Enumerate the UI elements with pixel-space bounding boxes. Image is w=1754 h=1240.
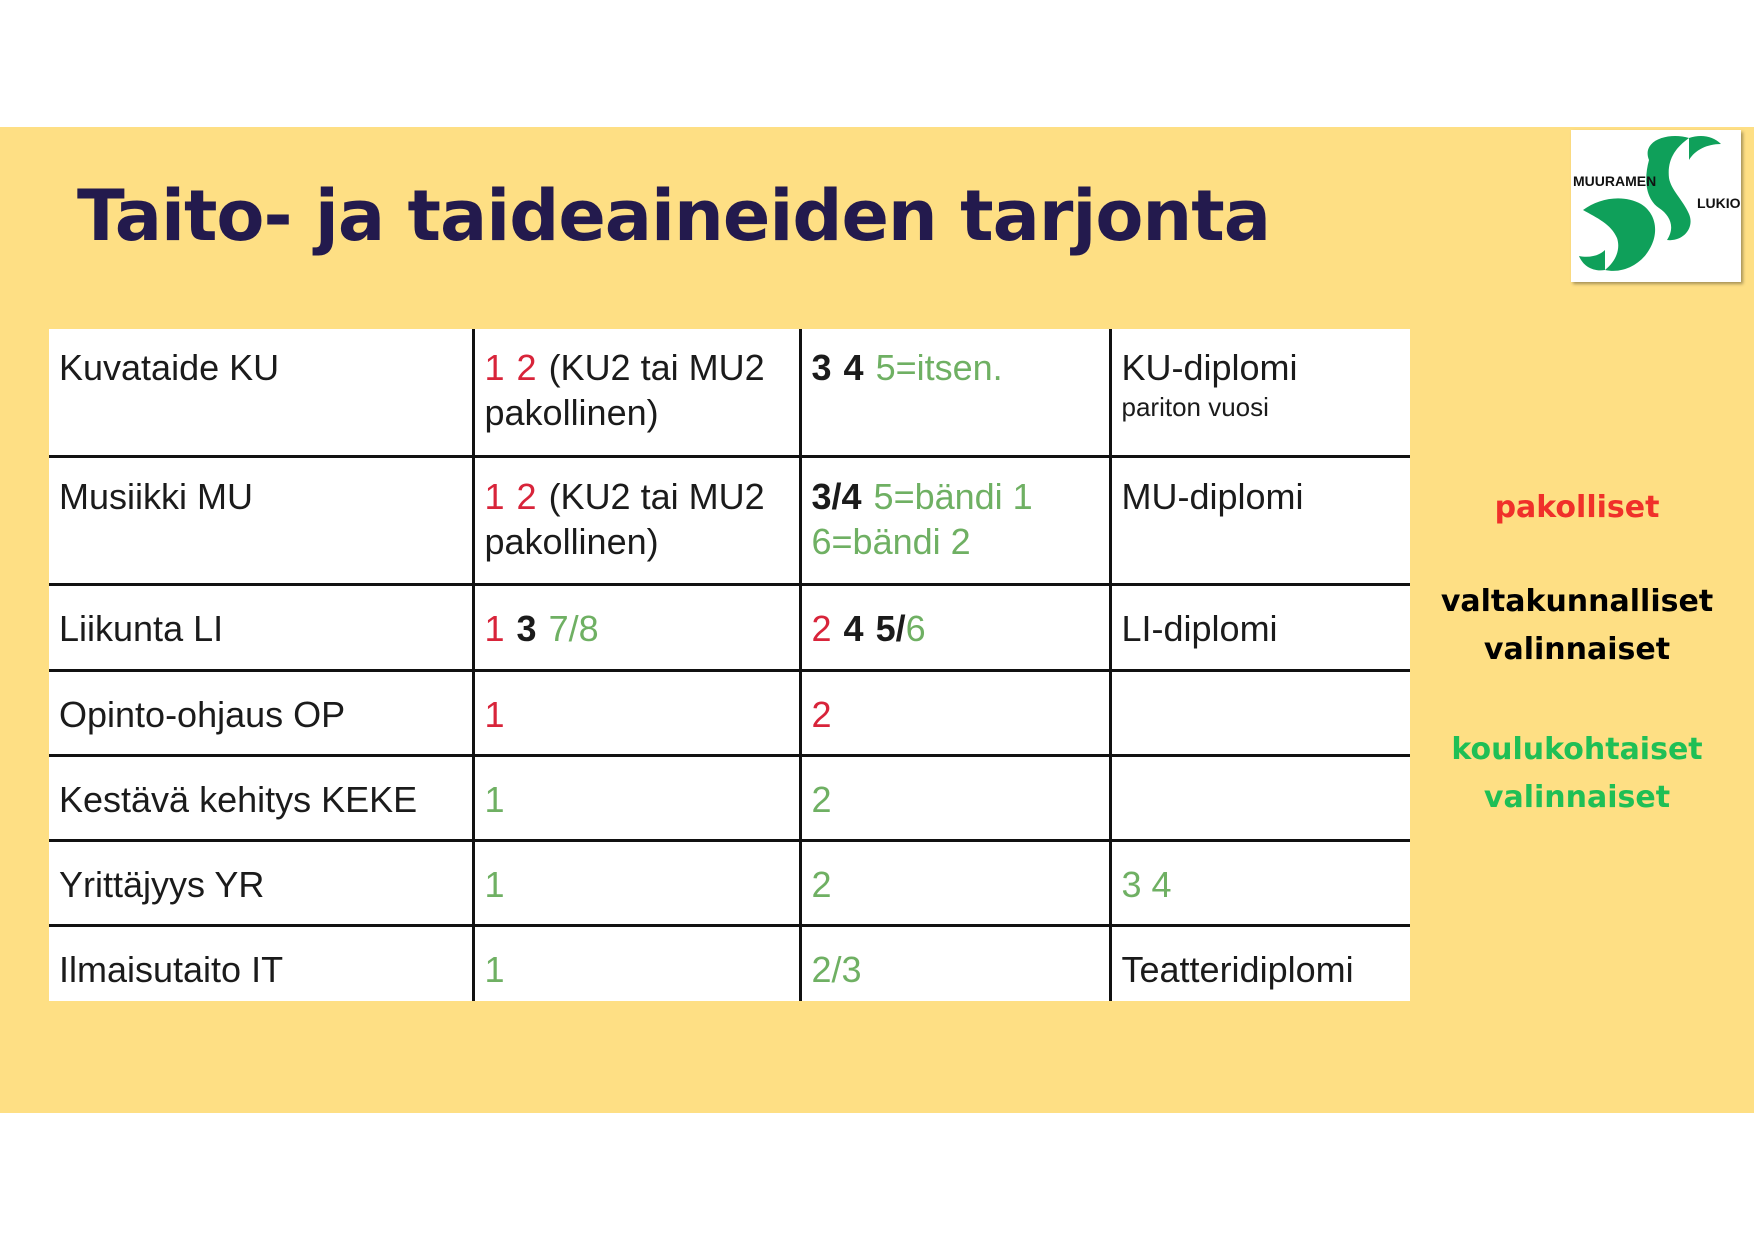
course-number: 1 [484,863,505,905]
course-number: 1 [484,948,505,990]
diploma-label: 3 4 [1121,863,1172,905]
legend-pakolliset-label: pakolliset [1494,490,1660,525]
course-number: 7/8 [548,607,599,649]
course-number: 2 [811,863,832,905]
diploma-cell [1110,329,1410,456]
legend-valtakunnalliset [1412,578,1742,674]
course-col2-cell [800,670,1110,755]
course-col1-cell [473,670,800,755]
course-number: 4 [843,347,864,388]
course-number: 4 [843,607,864,649]
course-number: 3/4 [811,475,862,517]
course-col2-cell [800,456,1110,584]
table-row [49,670,1410,755]
course-number: 3 [811,347,832,388]
course-number: 5=itsen. [875,347,1003,388]
course-col2-cell [800,755,1110,840]
table-row [49,584,1410,670]
course-number: (KU2 tai MU2 pakollinen) [484,347,765,433]
course-col2-cell [800,584,1110,670]
course-number: 5/ [875,607,906,649]
legend-koulukohtaiset-line1: koulukohtaiset [1451,732,1703,767]
course-number: 3 [516,607,537,649]
course-number: 1 [484,607,505,649]
course-number: 2/3 [811,948,862,990]
course-number: 2 [516,475,537,517]
subject-cell: Kuvataide KU [59,347,280,388]
course-number: 2 [811,693,832,735]
table-row [49,755,1410,840]
subject-cell: Musiikki MU [49,456,473,584]
course-number: (KU2 tai MU2 pakollinen) [484,475,765,562]
diploma-cell [1110,584,1410,670]
diploma-cell [1110,670,1410,755]
course-number: 6=bändi 2 [811,520,971,562]
course-number: 1 [484,778,505,820]
subject-cell: Opinto-ohjaus OP [49,670,473,755]
course-col1-cell [473,456,800,584]
diploma-label: KU-diplomi [1121,347,1298,388]
diploma-cell [1110,755,1410,840]
legend-pakolliset [1412,484,1742,532]
subject-cell: Ilmaisutaito IT [49,925,473,1001]
course-col1-cell [473,755,800,840]
diploma-label: LI-diplomi [1121,607,1278,649]
legend-valtakunnalliset-line1: valtakunnalliset [1440,584,1714,619]
course-col2-cell [800,925,1110,1001]
slide-panel [0,127,1754,1113]
course-number: 2 [516,347,537,388]
course-col2-cell [800,329,1110,456]
course-number: 5=bändi 1 [873,475,1033,517]
legend-koulukohtaiset [1412,726,1742,822]
diploma-note: pariton vuosi [1121,392,1269,422]
slide-title: Taito- ja taideaineiden tarjonta [77,175,1270,257]
logo-text-right: LUKIO [1697,195,1741,211]
course-col1-cell [473,584,800,670]
logo-text-left: MUURAMEN [1573,173,1657,189]
diploma-cell [1110,840,1410,925]
subject-cell: Kestävä kehitys KEKE [49,755,473,840]
course-col1-cell [473,329,800,456]
course-col1-cell [473,840,800,925]
course-col1-cell [473,925,800,1001]
diploma-cell [1110,925,1410,1001]
legend-valtakunnalliset-line2: valinnaiset [1483,632,1671,667]
course-col2-cell [800,840,1110,925]
course-number: 6 [905,607,926,649]
table-row [49,456,1410,584]
course-table [49,329,1410,1001]
subject-cell: Liikunta LI [49,584,473,670]
course-number: 2 [811,607,832,649]
table-row [49,329,1410,456]
subject-cell: Yrittäjyys YR [49,840,473,925]
course-number: 2 [811,778,832,820]
legend-koulukohtaiset-line2: valinnaiset [1483,780,1671,815]
diploma-cell [1110,456,1410,584]
course-number: 1 [484,347,505,388]
diploma-label: Teatteridiplomi [1121,948,1354,990]
diploma-label: MU-diplomi [1121,475,1304,517]
course-table-container [49,329,1410,1001]
course-number: 1 [484,693,505,735]
course-number: 1 [484,475,505,517]
table-row [49,840,1410,925]
table-row [49,925,1410,1001]
school-logo [1571,130,1741,282]
